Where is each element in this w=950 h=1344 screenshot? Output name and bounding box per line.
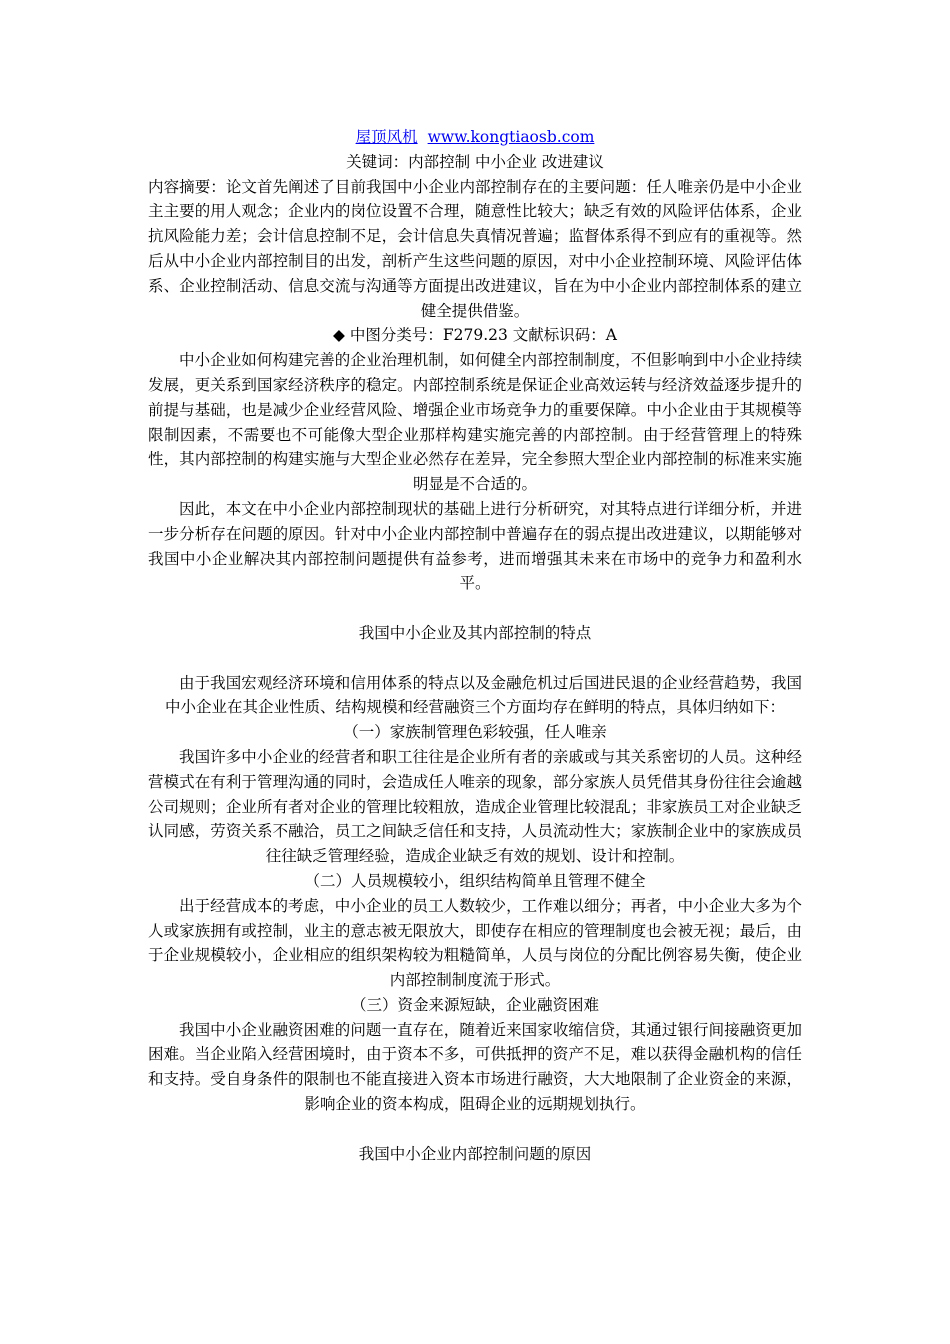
- subsection-2-body: 出于经营成本的考虑，中小企业的员工人数较少，工作难以细分；再者，中小企业大多为个人或家族拥有或控制，业主的意志被无限放大，即使存在相应的管理制度也会被无视；最后，由于企业规模较小，企业相应的组织架构较为粗糙简单，人员与岗位的分配比例容易失衡，使企业内部控制制度流于形式。: [148, 896, 802, 990]
- section-2-title: 我国中小企业内部控制问题的原因: [358, 1144, 592, 1163]
- section-1-intro: 由于我国宏观经济环境和信用体系的特点以及金融危机过后国进民退的企业经营趋势，我国中小企业在其企业性质、结构规模和经营融资三个方面均存在鲜明的特点，具体归纳如下：: [164, 673, 802, 717]
- subsection-2-heading: （二）人员规模较小，组织结构简单且管理不健全: [304, 871, 646, 890]
- document-page: [148, 125, 802, 1166]
- intro-paragraph-1: 中小企业如何构建完善的企业治理机制，如何健全内部控制制度，不但影响到中小企业持续发展，更关系到国家经济秩序的稳定。内部控制系统是保证企业高效运转与经济效益逐步提升的前提与基础，也是减少企业经营风险、增强企业市场竞争力的重要保障。中小企业由于其规模等限制因素，不需要也不可能像大型企业那样构建实施完善的内部控制。由于经营管理上的特殊性，其内部控制的构建实施与大型企业必然存在差异，完全参照大型企业内部控制的标准来实施明显是不合适的。: [148, 351, 802, 494]
- header-links: [148, 125, 802, 150]
- section-1-title: 我国中小企业及其内部控制的特点: [358, 623, 592, 642]
- intro-paragraph-2: 因此，本文在中小企业内部控制现状的基础上进行分析研究，对其特点进行详细分析，并进一步分析存在问题的原因。针对中小企业内部控制中普遍存在的弱点提出改进建议，以期能够对我国中小企业解决其内部控制问题提供有益参考，进而增强其未来在市场中的竞争力和盈利水平。: [148, 499, 802, 593]
- subsection-1-body: 我国许多中小企业的经营者和职工往往是企业所有者的亲戚或与其关系密切的人员。这种经营模式在有利于管理沟通的同时，会造成任人唯亲的现象，部分家族人员凭借其身份往往会逾越公司规则；企业所有者对企业的管理比较粗放，造成企业管理比较混乱；非家族员工对企业缺乏认同感，劳资关系不融洽，员工之间缺乏信任和支持，人员流动性大；家族制企业中的家族成员往往缺乏管理经验，造成企业缺乏有效的规划、设计和控制。: [148, 747, 802, 866]
- spacer: [148, 1117, 802, 1142]
- header-link-website[interactable]: www.kongtiaosb.com: [427, 128, 595, 146]
- header-link-roof-fan[interactable]: 屋顶风机: [355, 128, 418, 146]
- classification-line: ◆ 中图分类号：F279.23 文献标识码：A: [333, 326, 617, 345]
- abstract-paragraph: 内容摘要：论文首先阐述了目前我国中小企业内部控制存在的主要问题：任人唯亲仍是中小企业主主要的用人观念；企业内的岗位设置不合理，随意性比较大；缺乏有效的风险评估体系，企业抗风险能力差；会计信息控制不足，会计信息失真情况普遍；监督体系得不到应有的重视等。然后从中小企业内部控制目的出发，剖析产生这些问题的原因，对中小企业控制环境、风险评估体系、企业控制活动、信息交流与沟通等方面提出改进建议，旨在为中小企业内部控制体系的建立健全提供借鉴。: [148, 177, 802, 320]
- spacer: [148, 646, 802, 671]
- subsection-3-body: 我国中小企业融资困难的问题一直存在，随着近来国家收缩信贷，其通过银行间接融资更加困难。当企业陷入经营困境时，由于资本不多，可供抵押的资产不足，难以获得金融机构的信任和支持。受自身条件的限制也不能直接进入资本市场进行融资，大大地限制了企业资金的来源，影响企业的资本构成，阻碍企业的远期规划执行。: [148, 1020, 802, 1114]
- spacer: [148, 596, 802, 621]
- subsection-1-heading: （一）家族制管理色彩较强，任人唯亲: [343, 723, 607, 742]
- subsection-3-heading: （三）资金来源短缺，企业融资困难: [350, 995, 599, 1014]
- keywords-line: 关键词：内部控制 中小企业 改进建议: [346, 152, 604, 171]
